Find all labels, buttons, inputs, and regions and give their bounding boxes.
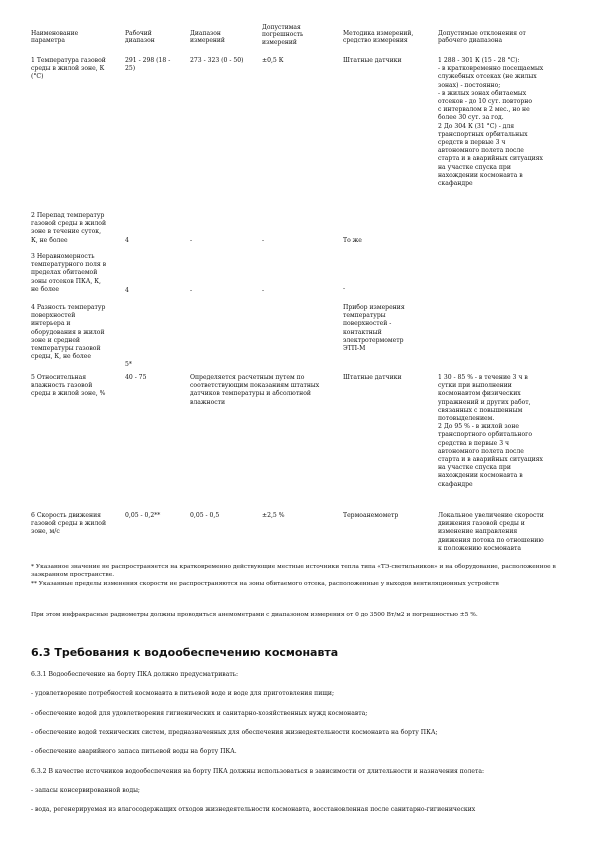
row6-method: Термоанемометр [343,512,399,519]
row6-accuracy: ±2,5 % [262,512,285,519]
anemometer-note: При этом инфракрасные радиометры должны проводиться анемометрами с диапазоном измерения от 0 до 3500 Вт/м2 и погрешностью ±5 %. [31,612,478,618]
row3-measurement-range: - [190,287,193,294]
row2-method: То же [343,237,362,244]
list-item-hygiene-water: - обеспечение водой для удовлетворения гигиенических и санитарно-хозяйственных нужд космонавта; [31,710,368,717]
header-method: Методика измерений, средство измерения [343,30,414,45]
list-item-emergency-water: - обеспечение аварийного запаса питьевой воды на борту ПКА. [31,748,237,755]
row1-method: Штатные датчики [343,57,402,64]
header-deviation: Допустимые отклонения от рабочего диапазона [438,30,526,45]
list-item-technical-water: - обеспечение водой технических систем, предназначенных для обеспечения жизнедеятельности космонавта на борту ПКА; [31,729,438,736]
list-item-regenerated-water: - вода, регенерируемая из влагосодержащих отходов жизнедеятельности космонавта, восстановленная после санитарно-гигиенических [31,806,476,813]
row2-accuracy: - [262,237,265,244]
row1-deviation: 1 288 - 301 К (15 - 28 °С): - в кратковременно посещаемых служебных отсеках (не жилых зонах) - постоянно; - в жилых зонах обитаемых отсеков - до 10 сут. повторно с интервалом в 2 мес., но не более 30 сут. за год. 2 До 304 К (31 °С) - для транспортных орбитальных средств в первые 3 ч автономного полета после старта и в аварийных ситуациях на участке спуска при нахождении космонавта в скафандре [438,57,544,188]
row2-parameter: 2 Перепад температур газовой среды в жилой зоне в течение суток, К, не более [31,212,107,244]
row3-method: - [343,285,346,292]
row3-working-range: 4 [125,287,129,294]
row6-measurement-range: 0,05 - 0,5 [190,512,220,519]
row5-method: Штатные датчики [343,374,402,381]
list-item-drinking-water: - удовлетворение потребностей космонавта в питьевой воде и воде для приготовления пищи; [31,690,335,697]
row1-measurement-range: 273 - 323 (0 - 50) [190,57,244,64]
row4-parameter: 4 Разность температур поверхностей интерьера и оборудования в жилой зоне и средней температуры газовой среды, К, не более [31,304,106,361]
row5-working-range: 40 - 75 [125,374,147,381]
row3-accuracy: - [262,287,265,294]
row1-accuracy: ±0,5 К [262,57,284,64]
row4-working-range: 5* [125,361,132,368]
row5-measurement-note: Определяется расчетным путем по соответствующим показаниям штатных датчиков температуры и абсолютной влажности [190,374,320,406]
list-item-preserved-water: - запасы консервированной воды; [31,787,140,794]
row2-working-range: 4 [125,237,129,244]
row6-working-range: 0,05 - 0,2** [125,512,161,519]
section-heading: 6.3 Требования к водообеспечению космонавта [31,646,339,659]
row1-working-range: 291 - 298 (18 - 25) [125,57,171,73]
row2-measurement-range: - [190,237,193,244]
paragraph-6-3-2: 6.3.2 В качестве источников водообеспечения на борту ПКА должны использоваться в зависимости от длительности и назначения полета: [31,768,485,775]
row5-deviation: 1 30 - 85 % - в течение 3 ч в сутки при выполнении космонавтом физических упражнений и других работ, связанных с повышенным потовыделением. 2 До 95 % - в жилой зоне транспортного орбитального средства в первые 3 ч автономного полета после старта и в аварийных ситуациях на участке спуска при нахождении космонавта в скафандре [438,374,543,488]
footnote-2: ** Указанные пределы изменения скорости не распространяются на зоны обитаемого отсека, расположенные у выходов вентиляционных устройств [31,581,499,587]
row5-parameter: 5 Относительная влажность газовой среды в жилой зоне, % [31,374,106,398]
header-working-range: Рабочий диапазон [125,30,155,45]
paragraph-6-3-1: 6.3.1 Водообеспечение на борту ПКА должно предусматривать: [31,671,239,678]
row6-parameter: 6 Скорость движения газовой среды в жилой зоне, м/с [31,512,107,536]
header-parameter: Наименование параметра [31,30,79,45]
header-measurement-range: Диапазон измерений [190,30,225,45]
row3-parameter: 3 Неравномерность температурного поля в пределах обитаемой зоны отсеков ПКА, К, не более [31,253,107,293]
row4-method: Прибор измерения температуры поверхностей - контактный электротермометр ЭТП-М [343,304,405,353]
row1-parameter: 1 Температура газовой среды в жилой зоне, К (°С) [31,57,106,81]
footnote-1: * Указанное значение не распространяется на кратковременно действующие местные источники тепла типа «ТЭ-светильников» и на оборудование, расположенное в заэкранном пространстве. [31,564,558,579]
header-accuracy: Допустимая погрешность измерений [262,24,304,46]
row6-deviation: Локальное увеличение скорости движения газовой среды и изменение направления движения потока по отношению к положению космонавта [438,512,544,552]
